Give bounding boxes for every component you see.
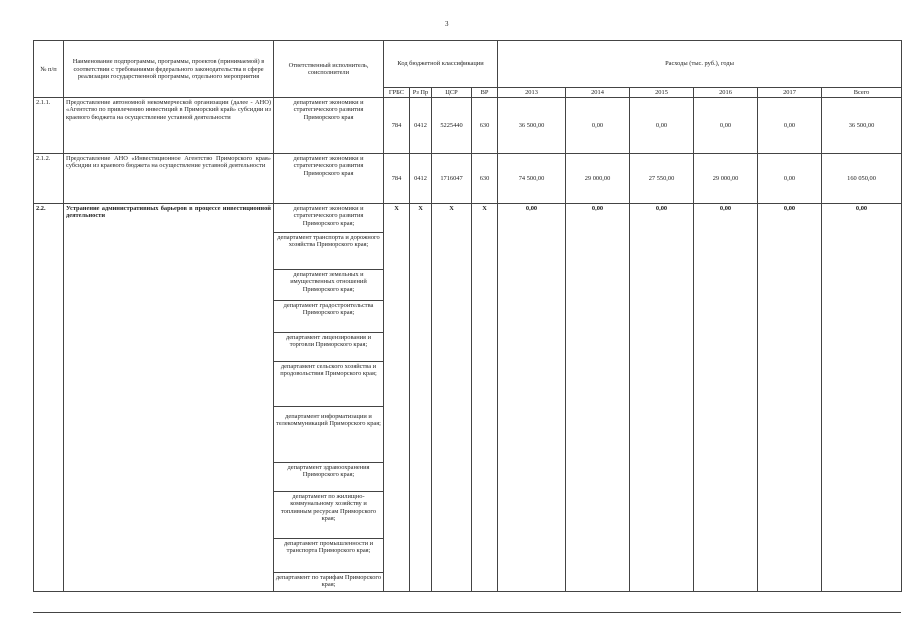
department-item: департамент по тарифам Приморского края; — [275, 574, 382, 589]
row-csr: 1716047 — [432, 154, 472, 204]
row-vr: 630 — [472, 154, 498, 204]
row-rzpr: 0412 — [410, 98, 432, 154]
row-vr: 630 — [472, 98, 498, 154]
row-grbs: 784 — [384, 154, 410, 204]
row-name: Предоставление автономной некоммерческой организации (далее - АНО) «Агентство по привлечению инвестиций в Приморский край» субсидии из краевого бюджета на осуществление уставной деятельности — [64, 98, 274, 154]
header-vr: ВР — [472, 88, 498, 98]
header-2014: 2014 — [566, 88, 630, 98]
row-num: 2.1.1. — [34, 98, 64, 154]
row-grbs: X — [384, 204, 410, 592]
header-2017: 2017 — [758, 88, 822, 98]
department-item: департамент транспорта и дорожного хозяйства Приморского края; — [274, 233, 383, 270]
header-name: Наименование подпрограммы, программы, проектов (принимаемой) в соответствии с требованиями федерального законодательства в сфере реализации государственной программы, отдельного мероприятия — [64, 41, 274, 98]
row-2013: 36 500,00 — [498, 98, 566, 154]
row-2016: 0,00 — [694, 204, 758, 592]
row-2015: 0,00 — [630, 98, 694, 154]
row-responsible: департамент экономики и стратегического развития Приморского края — [274, 154, 384, 204]
row-2014: 0,00 — [566, 98, 630, 154]
department-item: департамент лицензирования и торговли Приморского края; — [274, 333, 383, 362]
row-total: 160 050,00 — [822, 154, 902, 204]
row-2017: 0,00 — [758, 98, 822, 154]
header-expenses: Расходы (тыс. руб.), годы — [498, 41, 902, 88]
header-budget-code: Код бюджетной классификации — [384, 41, 498, 88]
table-row — [34, 154, 902, 204]
row-vr: X — [472, 204, 498, 592]
row-num: 2.2. — [34, 204, 64, 592]
department-item: департамент здравоохранения Приморского края; — [274, 463, 383, 492]
department-list — [274, 204, 383, 591]
row-2016: 29 000,00 — [694, 154, 758, 204]
department-item: департамент земельных и имущественных отношений Приморского края; — [274, 270, 383, 301]
row-2013: 0,00 — [498, 204, 566, 592]
row-2014: 0,00 — [566, 204, 630, 592]
row-grbs: 784 — [384, 98, 410, 154]
row-responsible: департамент экономики и стратегического развития Приморского края — [274, 98, 384, 154]
table-row — [34, 98, 902, 154]
row-2017: 0,00 — [758, 204, 822, 592]
budget-table — [33, 40, 902, 592]
row-departments — [274, 204, 384, 592]
page-number: 3 — [445, 20, 449, 28]
row-total: 36 500,00 — [822, 98, 902, 154]
header-rzpr: Рз Пр — [410, 88, 432, 98]
row-num: 2.1.2. — [34, 154, 64, 204]
page-bottom-rule — [33, 612, 901, 613]
row-name: Устранение административных барьеров в процессе инвестиционной деятельности — [64, 204, 274, 592]
header-2013: 2013 — [498, 88, 566, 98]
header-2015: 2015 — [630, 88, 694, 98]
row-csr: 5225440 — [432, 98, 472, 154]
department-item: департамент экономики и стратегического развития Приморского края; — [274, 204, 383, 233]
row-csr: X — [432, 204, 472, 592]
department-item: департамент сельского хозяйства и продовольствия Приморского края; — [274, 362, 383, 407]
row-2013: 74 500,00 — [498, 154, 566, 204]
row-2017: 0,00 — [758, 154, 822, 204]
row-2015: 0,00 — [630, 204, 694, 592]
row-2015: 27 550,00 — [630, 154, 694, 204]
header-2016: 2016 — [694, 88, 758, 98]
header-grbs: ГРБС — [384, 88, 410, 98]
row-2016: 0,00 — [694, 98, 758, 154]
header-responsible: Ответственный исполнитель, соисполнители — [274, 41, 384, 98]
department-item: департамент информатизации и телекоммуникаций Приморского края; — [274, 407, 383, 463]
header-row-1 — [34, 41, 902, 88]
header-total: Всего — [822, 88, 902, 98]
row-total: 0,00 — [822, 204, 902, 592]
department-item: департамент градостроительства Приморского края; — [274, 301, 383, 333]
header-csr: ЦСР — [432, 88, 472, 98]
table-row — [34, 204, 902, 592]
row-rzpr: X — [410, 204, 432, 592]
header-num: № п/п — [34, 41, 64, 98]
department-item: департамент по жилищно-коммунальному хозяйству и топливным ресурсам Приморского края; — [274, 492, 383, 539]
department-item: департамент промышленности и транспорта Приморского края; — [274, 539, 383, 573]
row-name: Предоставление АНО «Инвестиционное Агентство Приморского края» субсидии из краевого бюджета на осуществление уставной деятельности — [64, 154, 274, 204]
row-2014: 29 000,00 — [566, 154, 630, 204]
row-rzpr: 0412 — [410, 154, 432, 204]
